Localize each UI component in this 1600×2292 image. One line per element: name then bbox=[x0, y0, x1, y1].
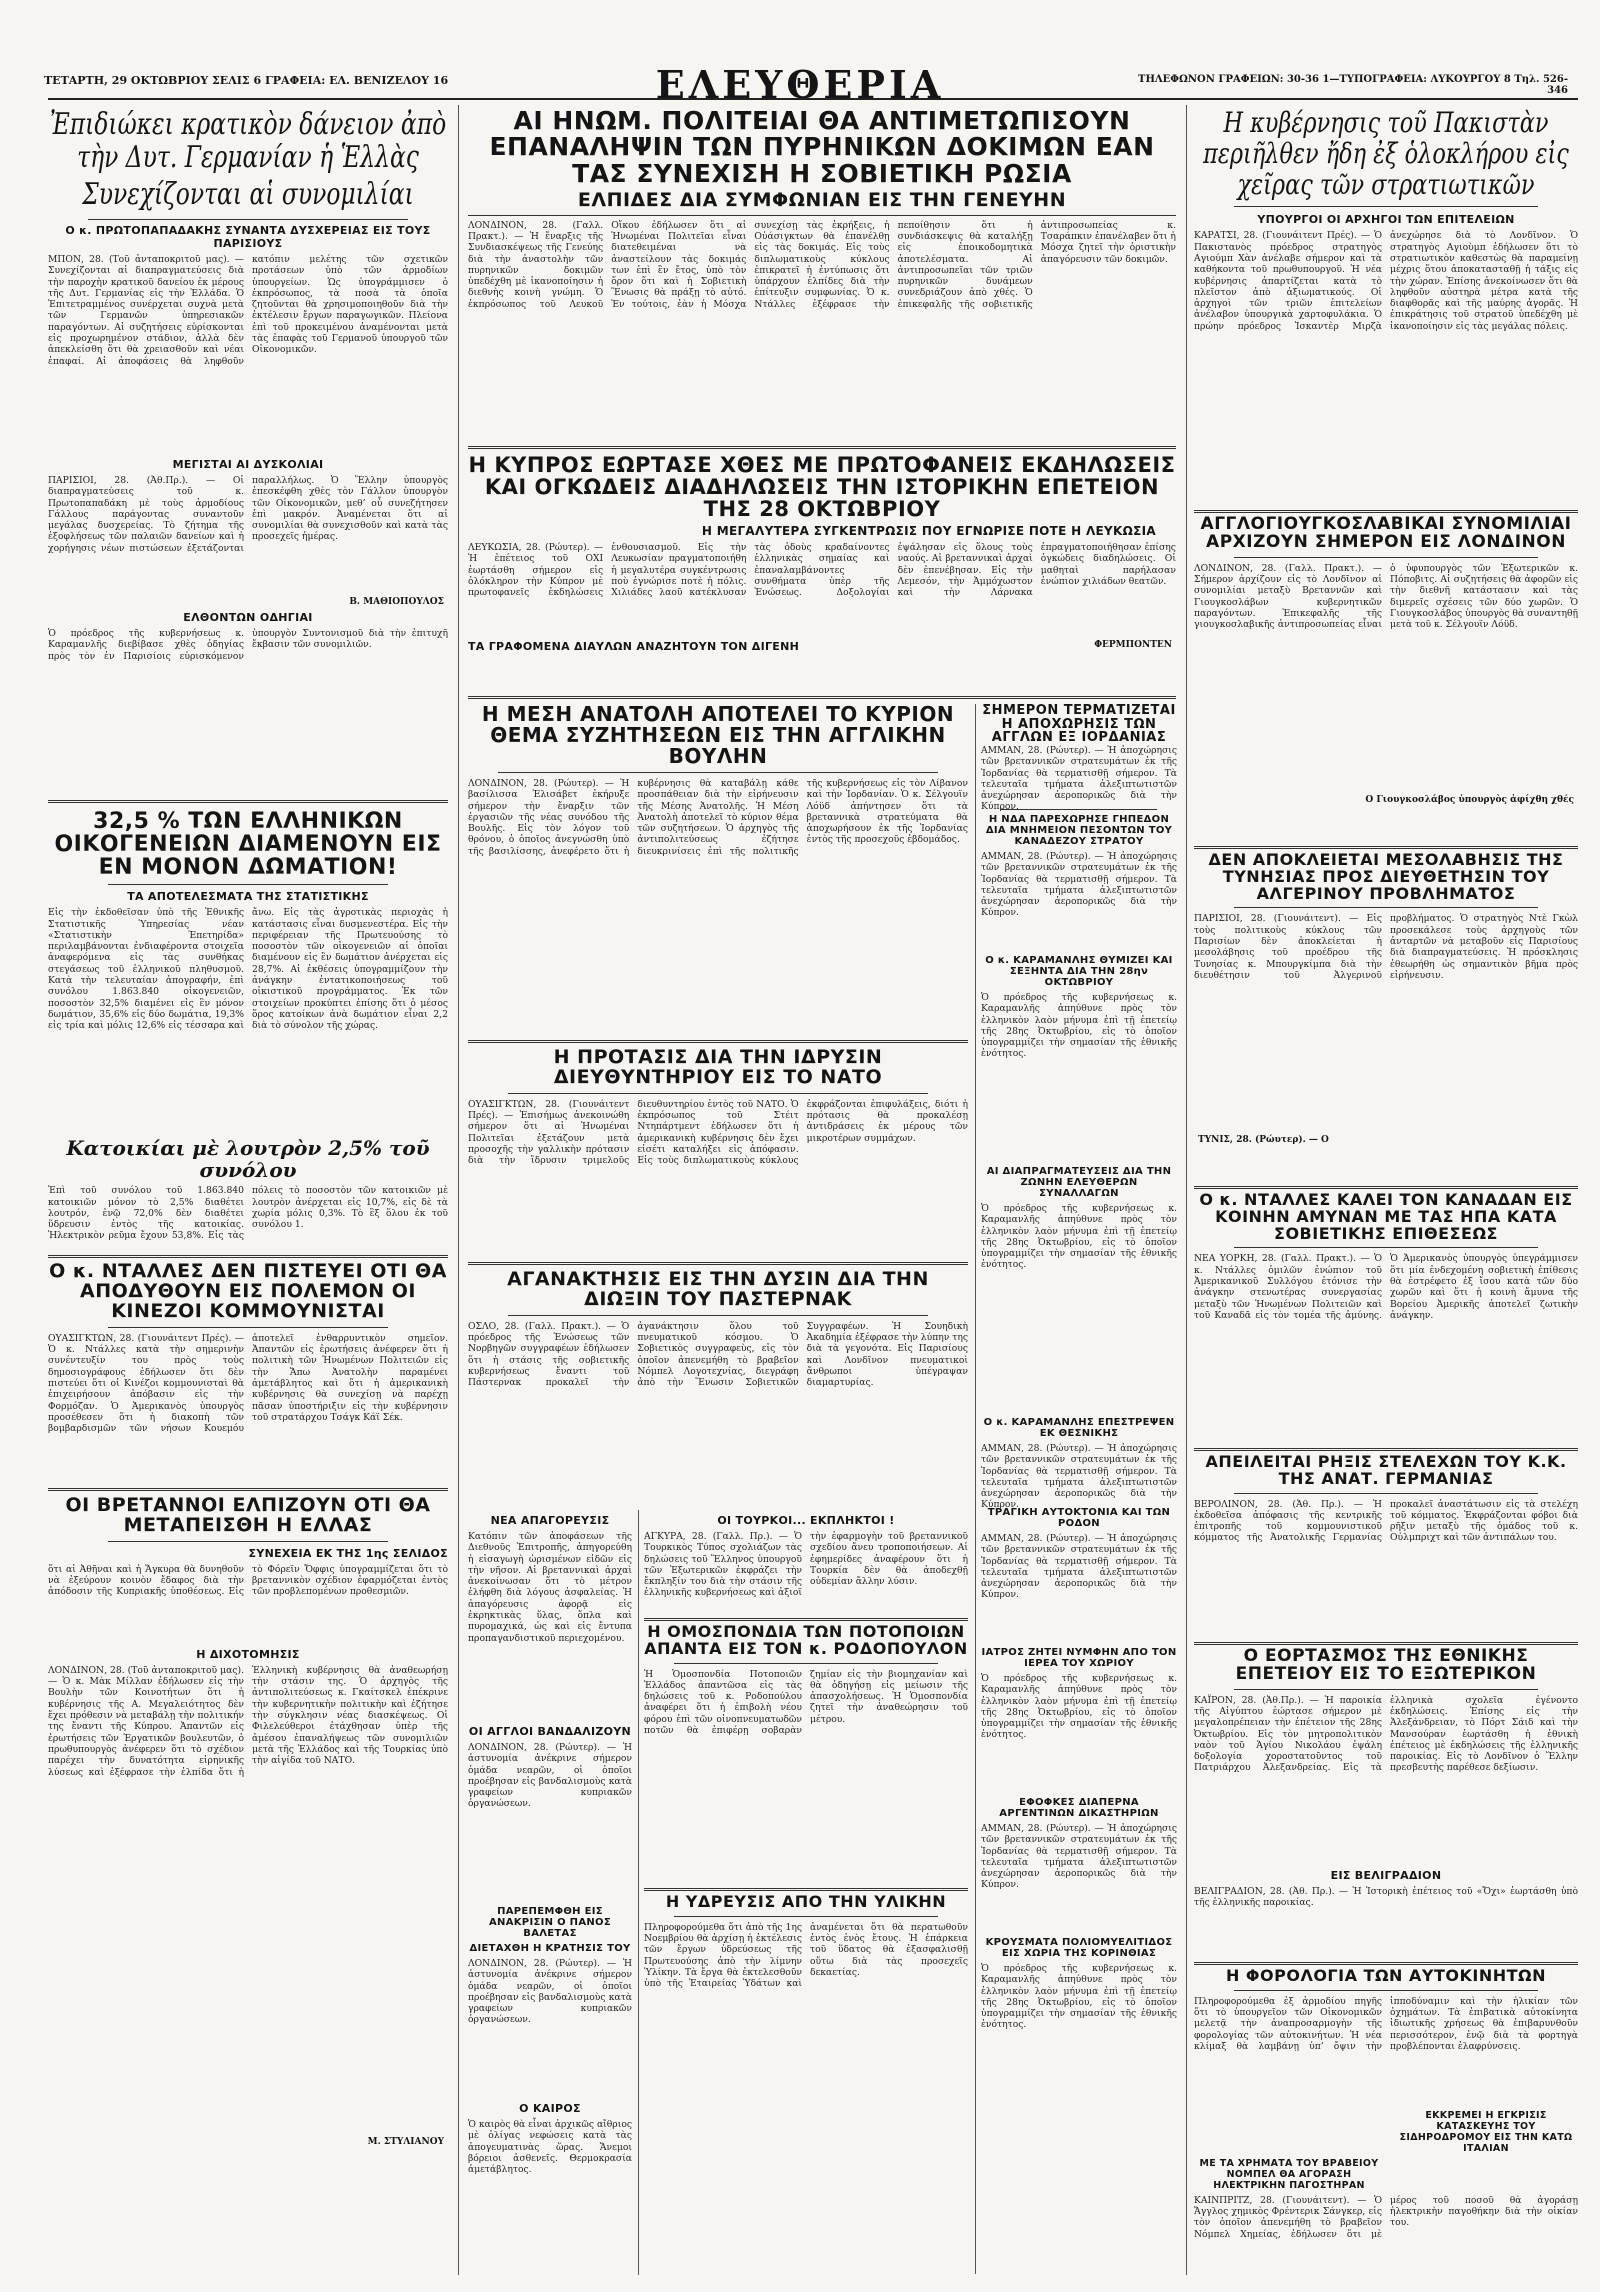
article-east-germany bbox=[1194, 1454, 1578, 1638]
article-body: ΑΜΜΑΝ, 28. (Ρώυτερ). — Ἡ ἀποχώρησις τῶν βρεταννικῶν στρατευμάτων ἐκ τῆς Ἰορδανίας θὰ τερματισθῇ σήμερον. Τὰ τελευταῖα τμήματα ἀλεξιπτωτιστῶν ἀνεχώρησαν ἀεροπορικῶς διὰ τὴν Κύπρον. bbox=[981, 1532, 1177, 1601]
article-subheading: Ο κ. ΚΑΡΑΜΑΝΛΗΣ ΕΠΕΣΤΡΕΨΕΝ ΕΚ ΘΕΣΝΙΚΗΣ bbox=[983, 1416, 1175, 1439]
section-divider bbox=[1194, 1962, 1578, 1965]
section-divider bbox=[468, 446, 1176, 449]
article-body: ΠΑΡΙΣΙΟΙ, 28. (Ἀθ.Πρ.). — Οἱ διαπραγματεύσεις τοῦ κ. Πρωτοπαπαδάκη μὲ τοὺς ἁρμοδίους Γάλλους παράγοντας συναντοῦν μεγάλας δυσχερείας. Τὸ ζήτημα τῆς ἐξοφλήσεως τῶν παλαιῶν δανείων καὶ ἡ χορήγησις νέων πιστώσεων ἐξετάζονται παραλλήλως. Ὁ Ἕλλην ὑπουργὸς ἐπεσκέφθη χθὲς τὸν Γάλλον ὑπουργὸν τῶν Οἰκονομικῶν, μεθ’ οὗ συνεζήτησεν ἐπὶ μακρόν. Ἀναμένεται ὅτι αἱ συνομιλίαι θὰ συνεχισθοῦν καὶ κατὰ τὰς προσεχεῖς ἡμέρας. bbox=[48, 475, 448, 554]
divider bbox=[1234, 1493, 1538, 1494]
article-subheading: Ο κ. ΠΡΩΤΟΠΑΠΑΔΑΚΗΣ ΣΥΝΑΝΤΑ ΔΥΣΧΕΡΕΙΑΣ ΕΙΣ ΤΟΥΣ ΠΑΡΙΣΙΟΥΣ bbox=[65, 224, 431, 250]
article-subheading: ΟΙ ΑΓΓΛΟΙ ΒΑΝΔΑΛΙΖΟΥΝ bbox=[468, 1725, 632, 1738]
article-subheading: ΤΑ ΓΡΑΦΟΜΕΝΑ ΔΙΑΥΛΩΝ ΑΝΑΖΗΤΟΥΝ ΤΟΝ ΔΙΓΕΝΗ bbox=[468, 640, 800, 654]
masthead-phones: ΤΗΛΕΦΩΝΟΝ ΓΡΑΦΕΙΩΝ: 30-36 1—ΤΥΠΟΓΡΑΦΕΙΑ: ΛΥΚΟΥΡΓΟΥ 8 Τηλ. 526-346 bbox=[1138, 74, 1568, 96]
article-body: ΟΣΛΟ, 28. (Γαλλ. Πρακτ.). — Ὁ πρόεδρος τῆς Ἑνώσεως τῶν Νορβηγῶν συγγραφέων ἐδήλωσεν ὅτι ἡ στάσις τῆς σοβιετικῆς κυβερνήσεως ἔναντι τοῦ Πάστερνακ προκαλεῖ τὴν ἀγανάκτησιν ὅλου τοῦ πνευματικοῦ κόσμου. Ὁ Σοβιετικὸς συγγραφεὺς, εἰς τὸν ὁποῖον ἀπενεμήθη τὸ βραβεῖον Νόμπελ Λογοτεχνίας, διεγράφη ἀπὸ τὴν Ἕνωσιν Σοβιετικῶν Συγγραφέων. Ἡ Σουηδικὴ Ἀκαδημία ἐξέφρασε τὴν λύπην της διὰ τὰ γεγονότα. Εἰς Παρισίους καὶ Λονδῖνον πνευματικοὶ ἄνθρωποι ὑπέγραψαν διαμαρτυρίας. bbox=[468, 1320, 968, 1389]
article-pakistan bbox=[1194, 108, 1578, 508]
divider bbox=[1234, 907, 1538, 908]
article-british-hope bbox=[48, 1496, 448, 2276]
article-headline: Η ΜΕΣΗ ΑΝΑΤΟΛΗ ΑΠΟΤΕΛΕΙ ΤΟ ΚΥΡΙΟΝ ΘΕΜΑ ΣΥΖΗΤΗΣΕΩΝ ΕΙΣ ΤΗΝ ΑΓΓΛΙΚΗΝ ΒΟΥΛΗΝ bbox=[481, 704, 955, 768]
article-body: ΑΜΜΑΝ, 28. (Ρώυτερ). — Ἡ ἀποχώρησις τῶν βρεταννικῶν στρατευμάτων ἐκ τῆς Ἰορδανίας θὰ τερματισθῇ σήμερον. Τὰ τελευταῖα τμήματα ἀλεξιπτωτιστῶν ἀνεχώρησαν ἀεροπορικῶς διὰ τὴν Κύπρον. bbox=[981, 1822, 1177, 1891]
article-headline: Η ΚΥΠΡΟΣ ΕΩΡΤΑΣΕ ΧΘΕΣ ΜΕ ΠΡΩΤΟΦΑΝΕΙΣ ΕΚΔΗΛΩΣΕΙΣ ΚΑΙ ΟΓΚΩΔΕΙΣ ΔΙΑΔΗΛΩΣΕΙΣ ΤΗΝ ΙΣΤΟΡΙΚΗΝ ΕΠΕΤΕΙΟΝ ΤΗΣ 28 ΟΚΤΩΒΡΙΟΥ bbox=[468, 454, 1176, 522]
article-subheading: ΙΑΤΡΟΣ ΖΗΤΕΙ ΝΥΜΦΗΝ ΑΠΟ ΤΟΝ ΙΕΡΕΑ ΤΟΥ ΧΩΡΙΟΥ bbox=[981, 1646, 1177, 1669]
article-body: Ὁ πρόεδρος τῆς κυβερνήσεως κ. Καραμανλῆς ἀπηύθυνε πρὸς τὸν ἑλληνικὸν λαὸν μήνυμα ἐπὶ τῇ ἐπετείῳ τῆς 28ης Ὀκτωβρίου, εἰς τὸ ὁποῖον ὑπογραμμίζει τὴν σημασίαν τῆς ἐθνικῆς ἑνότητος. bbox=[981, 1672, 1177, 1741]
article-headline: Η ΦΟΡΟΛΟΓΙΑ ΤΩΝ ΑΥΤΟΚΙΝΗΤΩΝ bbox=[1225, 1968, 1547, 1985]
article-subheading: ΚΡΟΥΣΜΑΤΑ ΠΟΛΙΟΜΥΕΛΙΤΙΔΟΣ ΕΙΣ ΧΩΡΙΑ ΤΗΣ ΚΟΡΙΝΘΙΑΣ bbox=[985, 1936, 1173, 1959]
article-body: ΒΕΛΙΓΡΑΔΙΟΝ, 28. (Ἀθ. Πρ.). — Ἡ Ἱστορικὴ ἐπέτειος τοῦ «Ὄχι» ἑωρτάσθη ὑπὸ τῆς ἑλληνικῆς παροικίας. bbox=[1194, 1885, 1578, 1908]
section-divider bbox=[48, 1255, 448, 1258]
article-cyprus-celebration bbox=[468, 454, 1176, 692]
newspaper-page bbox=[18, 10, 1582, 2282]
article-body: ΟΥΑΣΙΓΚΤΩΝ, 28. (Γιουνάιτεντ Πρές). — Ὁ κ. Ντάλλες κατὰ τὴν σημερινὴν συνέντευξίν του πρὸς τοὺς δημοσιογράφους ἐδήλωσεν ὅτι δὲν πιστεύει ὅτι οἱ Κινέζοι κομμουνισταὶ θὰ ἐπιχειρήσουν ἀπόβασιν εἰς τὴν Φορμόζαν. Ὁ Ἀμερικανὸς ὑπουργὸς προσέθεσεν ὅτι ἡ διακοπὴ τῶν βομβαρδισμῶν τῶν νήσων Κουεμόυ ἀποτελεῖ ἐνθαρρυντικὸν σημεῖον. Ἀπαντῶν εἰς ἐρωτήσεις ἀνέφερεν ὅτι ἡ πολιτικὴ τῶν Ἡνωμένων Πολιτειῶν εἰς τὴν Ἄπω Ἀνατολὴν παραμένει ἀμετάβλητος καὶ ὅτι ἡ ἀμερικανικὴ κυβέρνησις θὰ συνεχίσῃ νὰ παρέχῃ πᾶσαν ὑποστήριξιν εἰς τὴν κυβέρνησιν τοῦ στρατάρχου Τσάγκ Κάϊ Σέκ. bbox=[48, 1332, 448, 1435]
article-headline: Ο ΕΟΡΤΑΣΜΟΣ ΤΗΣ ΕΘΝΙΚΗΣ ΕΠΕΤΕΙΟΥ ΕΙΣ ΤΟ ΕΞΩΤΕΡΙΚΟΝ bbox=[1235, 1648, 1537, 1684]
article-body: ΚΑΙΝΠΡΙΤΖ, 28. (Γιουνάιτεντ). — Ὁ Ἄγγλος χημικὸς Φρέντερικ Σάνγκερ, εἰς τὸν ὁποῖον ἀπενεμήθη τὸ βραβεῖον Νόμπελ Χημείας, ἐδήλωσεν ὅτι μὲ μέρος τοῦ ποσοῦ θὰ ἀγοράσῃ ἠλεκτρικὴν παγοθήκην διὰ τὴν οἰκίαν του. bbox=[1194, 2194, 1578, 2240]
article-nuclear-tests bbox=[468, 108, 1176, 446]
article-byline: ΤΥΝΙΣ, 28. (Ρώυτερ). — Ο bbox=[1198, 1135, 1329, 1146]
masthead-rule bbox=[48, 98, 1578, 100]
article-tunisia-algeria bbox=[1194, 852, 1578, 1182]
section-divider bbox=[1194, 1186, 1578, 1189]
article-headline: Ο κ. ΝΤΑΛΛΕΣ ΚΑΛΕΙ ΤΟΝ ΚΑΝΑΔΑΝ ΕΙΣ ΚΟΙΝΗΝ ΑΜΥΝΑΝ ΜΕ ΤΑΣ ΗΠΑ ΚΑΤΑ ΣΟΒΙΕΤΙΚΗΣ ΕΠΙΘΕΣΕΩΣ bbox=[1199, 1192, 1573, 1243]
article-body: ΚΑΪΡΟΝ, 28. (Ἀθ.Πρ.). — Ἡ παροικία τῆς Αἰγύπτου ἑώρτασε σήμερον μὲ μεγαλοπρέπειαν τὴν ἐπέτειον τῆς 28ης Ὀκτωβρίου. Εἰς τὸν μητροπολιτικὸν ναὸν τοῦ Ἁγίου Νικολάου ἐψάλη δοξολογία χοροστατοῦντος τοῦ Πατριάρχου Ἀλεξανδρείας. Εἰς τὰ ἑλληνικὰ σχολεῖα ἐγένοντο ἐκδηλώσεις. Ἐπίσης εἰς τὴν Ἀλεξάνδρειαν, τὸ Πόρτ Σάιδ καὶ τὴν Μανσούραν ἑωρτάσθη ἡ ἐθνικὴ ἐπέτειος μὲ ἐκδηλώσεις τῆς ἑλληνικῆς παροικίας. Εἰς τὸ Λονδῖνον ὁ Ἕλλην πρεσβευτὴς παρέθεσε δεξίωσιν. bbox=[1194, 1694, 1578, 1774]
article-body: ΑΜΜΑΝ, 28. (Ρώυτερ). — Ἡ ἀποχώρησις τῶν βρεταννικῶν στρατευμάτων ἐκ τῆς Ἰορδανίας θὰ τερματισθῇ σήμερον. Τὰ τελευταῖα τμήματα ἀλεξιπτωτιστῶν ἀνεχώρησαν ἀεροπορικῶς διὰ τὴν Κύπρον. bbox=[981, 1442, 1177, 1511]
article-byline: ΦΕΡΜΠΟΝΤΕΝ bbox=[1094, 640, 1172, 651]
section-divider bbox=[1194, 510, 1578, 513]
article-subheading: Η ΜΕΓΑΛΥΤΕΡΑ ΣΥΓΚΕΝΤΡΩΣΙΣ ΠΟΥ ΕΓΝΩΡΙΣΕ ΠΟΤΕ Η ΛΕΥΚΩΣΙΑ bbox=[701, 524, 1156, 539]
article-body: Ὁ καιρὸς θὰ εἶναι ἀρχικῶς αἴθριος μὲ ὀλίγας νεφώσεις κατὰ τὰς ἀπογευματινὰς ὥρας. Ἄνεμοι βόρειοι ἀσθενεῖς. Θερμοκρασία ἀμετάβλητος. bbox=[468, 2119, 632, 2176]
article-subheading: ΕΛΘΟΝΤΩΝ ΟΔΗΓΙΑΙ bbox=[183, 611, 313, 624]
article-headline: Ο κ. ΝΤΑΛΛΕΣ ΔΕΝ ΠΙΣΤΕΥΕΙ ΟΤΙ ΘΑ ΑΠΟΔΥΘΟΥΝ ΕΙΣ ΠΟΛΕΜΟΝ ΟΙ ΚΙΝΕΖΟΙ ΚΟΜΜΟΥΝΙΣΤΑΙ bbox=[49, 1262, 447, 1322]
article-middle-east-parliament bbox=[468, 704, 968, 1034]
divider bbox=[674, 1916, 938, 1917]
article-body: Ὁ πρόεδρος τῆς κυβερνήσεως κ. Καραμανλῆς διεβίβασε χθὲς ὁδηγίας πρὸς τὸν ἐν Παρισίοις εὑρισκόμενον ὑπουργὸν Συντονισμοῦ διὰ τὴν ἐπιτυχῆ ἔκβασιν τῶν συνομιλιῶν. bbox=[48, 628, 448, 662]
article-headline-secondary: Συνεχίζονται αἱ συνομιλίαι bbox=[82, 177, 414, 212]
article-headline: ΑΓΑΝΑΚΤΗΣΙΣ ΕΙΣ ΤΗΝ ΔΥΣΙΝ ΔΙΑ ΤΗΝ ΔΙΩΞΙΝ ΤΟΥ ΠΑΣΤΕΡΝΑΚ bbox=[507, 1270, 929, 1310]
article-body: Ὁ πρόεδρος τῆς κυβερνήσεως κ. Καραμανλῆς ἀπηύθυνε πρὸς τὸν ἑλληνικὸν λαὸν μήνυμα ἐπὶ τῇ ἐπετείῳ τῆς 28ης Ὀκτωβρίου, εἰς τὸ ὁποῖον ὑπογραμμίζει τὴν σημασίαν τῆς ἐθνικῆς ἑνότητος. bbox=[981, 1962, 1177, 2031]
article-anglo-yugoslav bbox=[1194, 516, 1578, 844]
divider bbox=[108, 1541, 388, 1542]
divider bbox=[508, 1315, 928, 1316]
article-subheading: ΠΑΡΕΠΕΜΦΘΗ ΕΙΣ ΑΝΑΚΡΙΣΙΝ Ο ΠΑΝΟΣ ΒΑΛΕΤΑΣ bbox=[489, 1906, 611, 1939]
column-divider bbox=[638, 1510, 639, 2275]
article-body: ΑΜΜΑΝ, 28. (Ρώυτερ). — Ἡ ἀποχώρησις τῶν βρεταννικῶν στρατευμάτων ἐκ τῆς Ἰορδανίας θὰ τερματισθῇ σήμερον. Τὰ τελευταῖα τμήματα ἀλεξιπτωτιστῶν ἀνεχώρησαν ἀεροπορικῶς διὰ τὴν Κύπρον. bbox=[981, 850, 1177, 919]
article-headline: Η ΥΔΡΕΥΣΙΣ ΑΠΟ ΤΗΝ ΥΛΙΚΗΝ bbox=[665, 1894, 947, 1911]
article-body: ΑΓΚΥΡΑ, 28. (Γαλλ. Πρ.). — Ὁ Τουρκικὸς Τύπος σχολιάζων τὰς δηλώσεις τοῦ Ἕλληνος ὑπουργοῦ τῶν Ἐξωτερικῶν ἐκφράζει τὴν ἔκπληξίν του διὰ τὴν στάσιν τῆς ἑλληνικῆς κυβερνήσεως καὶ ἀξιοῖ τὴν ἐφαρμογὴν τοῦ βρεταννικοῦ σχεδίου ἄνευ τροποποιήσεων. Αἱ ἐφημερίδες ἀναφέρουν ὅτι ἡ Τουρκία δὲν θὰ ἀποδεχθῇ οὐδεμίαν ἄλλην λύσιν. bbox=[644, 1531, 968, 1599]
article-subheading: Η ΝΔΑ ΠΑΡΕΧΩΡΗΣΕ ΓΗΠΕΔΟΝ ΔΙΑ ΜΝΗΜΕΙΟΝ ΠΕΣΟΝΤΩΝ ΤΟΥ ΚΑΝΑΔΕΖΟΥ ΣΤΡΑΤΟΥ bbox=[985, 813, 1173, 847]
article-headline: ΣΗΜΕΡΟΝ ΤΕΡΜΑΤΙΖΕΤΑΙ Η ΑΠΟΧΩΡΗΣΙΣ ΤΩΝ ΑΓΓΛΩΝ ΕΞ ΙΟΡΔΑΝΙΑΣ bbox=[982, 704, 1176, 746]
article-body: Ὁ πρόεδρος τῆς κυβερνήσεως κ. Καραμανλῆς ἀπηύθυνε πρὸς τὸν ἑλληνικὸν λαὸν μήνυμα ἐπὶ τῇ ἐπετείῳ τῆς 28ης Ὀκτωβρίου, εἰς τὸ ὁποῖον ὑπογραμμίζει τὴν σημασίαν τῆς ἐθνικῆς ἑνότητος. bbox=[981, 1202, 1177, 1271]
article-body: ΛΟΝΔΙΝΟΝ, 28. (Γαλλ. Πρακτ.). — Ἡ ἔναρξις τῆς Συνδιασκέψεως τῆς Γενεύης διὰ τὴν ἀναστολὴν τῶν πυρηνικῶν δοκιμῶν ὑπεδέχθη μὲ ἱκανοποίησιν ἡ διεθνὴς κοινὴ γνώμη. Ὁ ἐκπρόσωπος τοῦ Λευκοῦ Οἴκου ἐδήλωσεν ὅτι αἱ Ἡνωμέναι Πολιτεῖαι εἶναι διατεθειμέναι νὰ ἀναστείλουν τὰς δοκιμάς των ἐπὶ ἓν ἔτος, ὑπὸ τὸν ὅρον ὅτι καὶ ἡ Σοβιετικὴ Ἕνωσις θὰ πράξῃ τὸ αὐτό. Ἐν τούτοις, ἐὰν ἡ Μόσχα συνεχίσῃ τὰς ἐκρήξεις, ἡ Οὐάσιγκτων θὰ ἐπανέλθῃ εἰς τὰς δοκιμάς. Εἰς τοὺς διπλωματικοὺς κύκλους ἐπικρατεῖ ἡ ἐντύπωσις ὅτι ὑπάρχουν ἐλπίδες διὰ τὴν ἐπίτευξιν συμφωνίας. Ὁ κ. Ντάλλες ἐξέφρασε τὴν πεποίθησιν ὅτι ἡ συνδιάσκεψις θὰ καταλήξῃ εἰς ἐποικοδομητικὰ ἀποτελέσματα. Αἱ ἀντιπροσωπεῖαι τῶν τριῶν πυρηνικῶν δυνάμεων συνεδριάζουν ἀπὸ χθές. Ὁ ἐπικεφαλῆς τῆς σοβιετικῆς ἀντιπροσωπείας κ. Τσαράπκιν ἐπανέλαβεν ὅτι ἡ Μόσχα ζητεῖ τὴν ὁριστικὴν ἀπαγόρευσιν τῶν δοκιμῶν. bbox=[468, 219, 1176, 310]
article-housing-statistics bbox=[48, 806, 448, 1252]
article-body: Κατόπιν τῶν ἀποφάσεων τῆς Διεθνοῦς Ἐπιτροπῆς, ἀπηγορεύθη ἡ εἰσαγωγὴ ὡρισμένων εἰδῶν εἰς τὴν νῆσον. Αἱ βρεταννικαὶ ἀρχαὶ ἀνεκοίνωσαν ὅτι τὸ μέτρον ἐλήφθη διὰ λόγους ἀσφαλείας. Ἡ ἀπαγόρευσις ἀφορᾷ εἰς ἐκρηκτικὰς ὕλας, ὅπλα καὶ πυρομαχικά, ὡς καὶ εἰς ἔντυπα προπαγανδιστικοῦ περιεχομένου. bbox=[468, 1531, 632, 1644]
article-body: ΑΜΜΑΝ, 28. (Ρώυτερ). — Ἡ ἀποχώρησις τῶν βρεταννικῶν στρατευμάτων ἐκ τῆς Ἰορδανίας θὰ τερματισθῇ σήμερον. Τὰ τελευταῖα τμήματα ἀλεξιπτωτιστῶν ἀνεχώρησαν ἀεροπορικῶς διὰ τὴν Κύπρον. bbox=[981, 744, 1177, 813]
section-divider bbox=[468, 1040, 968, 1043]
article-headline-secondary: Κατοικίαι μὲ λουτρὸν 2,5% τοῦ συνόλου bbox=[66, 1136, 430, 1183]
article-headline: ΟΙ ΒΡΕΤΑΝΝΟΙ ΕΛΠΙΖΟΥΝ ΟΤΙ ΘΑ ΜΕΤΑΠΕΙΣΘΗ Η ΕΛΛΑΣ bbox=[65, 1496, 431, 1536]
column-divider bbox=[1186, 105, 1187, 2275]
divider bbox=[1234, 1689, 1538, 1690]
column-divider bbox=[458, 105, 459, 2275]
article-dulles-canada bbox=[1194, 1192, 1578, 1444]
article-body: ΛΟΝΔΙΝΟΝ, 28. (Ρώυτερ). — Ἡ ἀστυνομία ἀνέκρινε σήμερον ὁμάδα νεαρῶν, οἱ ὁποῖοι προέβησαν εἰς βανδαλισμοὺς κατὰ γραφείων κυπριακῶν ὀργανώσεων. bbox=[468, 1742, 632, 1810]
divider bbox=[674, 1663, 938, 1664]
article-subheading: ΥΠΟΥΡΓΟΙ ΟΙ ΑΡΧΗΓΟΙ ΤΩΝ ΕΠΙΤΕΛΕΙΩΝ bbox=[1257, 213, 1515, 227]
article-body: ΛΟΝΔΙΝΟΝ, 28. (Γαλλ. Πρακτ.). — Σήμερον ἀρχίζουν εἰς τὸ Λονδῖνον αἱ συνομιλίαι μεταξὺ Βρεταννῶν καὶ Γιουγκοσλάβων κυβερνητικῶν παραγόντων. Ἐπικεφαλῆς τῆς γιουγκοσλαβικῆς ἀντιπροσωπείας εἶναι ὁ ὑφυπουργὸς τῶν Ἐξωτερικῶν κ. Πόποβιτς. Αἱ συζητήσεις θὰ ἀφορῶν εἰς τὴν διεθνῆ κατάστασιν καὶ τὰς διμερεῖς σχέσεις τῶν δύο χωρῶν. Ὁ Γιουγκοσλάβος ὑπουργὸς θὰ συναντηθῇ μετὰ τοῦ κ. Σέλγουϊν Λόϋδ. bbox=[1194, 562, 1578, 631]
article-headline: Ἐπιδιώκει κρατικὸν δάνειον ἀπὸ τὴν Δυτ. Γερμανίαν ἡ Ἑλλὰς bbox=[49, 108, 447, 175]
article-subheading: ΔΙΕΤΑΧΘΗ Η ΚΡΑΤΗΣΙΣ ΤΟΥ bbox=[469, 1943, 631, 1954]
article-body: ΠΑΡΙΣΙΟΙ, 28. (Γιουνάιτεντ). — Εἰς τοὺς πολιτικοὺς κύκλους τῶν Παρισίων δὲν ἀποκλείεται ἡ μεσολάβησις τοῦ προέδρου τῆς Τυνησίας κ. Μπουργκίμπα διὰ τὴν διευθέτησιν τοῦ Ἀλγερινοῦ προβλήματος. Ὁ στρατηγὸς Ντὲ Γκὼλ προσεκάλεσε τοὺς ἀρχηγοὺς τῶν ἀνταρτῶν νὰ μεταβοῦν εἰς Παρισίους διὰ διαπραγματεύσεις. Ἡ πρόσκλησις ἐθεωρήθη ὡς σημαντικὸν βῆμα πρὸς εἰρήνευσιν. bbox=[1194, 913, 1578, 981]
article-body: ΚΑΡΑΤΣΙ, 28. (Γιουνάιτεντ Πρές). — Ὁ Πακιστανὸς πρόεδρος στρατηγὸς Αγιούμπ Χὰν ἀνέλαβε σήμερον καὶ τὰ καθήκοντα τοῦ πρωθυπουργοῦ. Ἡ νέα κυβέρνησις ἀπαρτίζεται κατὰ τὸ πλεῖστον ἀπὸ ἀξιωματικούς. Οἱ ἀρχηγοὶ τῶν τριῶν ἐπιτελείων ἀνέλαβον ὑπουργικὰ χαρτοφυλάκια. Ὁ πρώην πρόεδρος Ἰσκαντὲρ Μιρζὰ ἀνεχώρησε διὰ τὸ Λονδῖνον. Ὁ στρατηγὸς Αγιοὺμπ ἐδήλωσεν ὅτι τὸ στρατιωτικὸν καθεστὼς θὰ παραμείνῃ μέχρις ὅτου ἀποκατασταθῇ ἡ τάξις εἰς τὴν χώραν. Ἐπίσης ἀνεκοίνωσεν ὅτι θὰ ληφθοῦν αὐστηρὰ μέτρα κατὰ τῆς διαφθορᾶς καὶ τῆς μαύρης ἀγορᾶς. Ἡ ἐπικράτησις τοῦ στρατοῦ ὑπεδέχθη μὲ ἱκανοποίησιν εἰς τὰς μεγάλας πόλεις. bbox=[1194, 230, 1578, 332]
article-loan-germany bbox=[48, 108, 448, 800]
section-divider bbox=[1194, 1642, 1578, 1645]
divider bbox=[108, 1327, 388, 1328]
article-turks-surprised bbox=[644, 1510, 968, 1615]
section-divider bbox=[644, 1888, 968, 1891]
divider bbox=[1234, 1990, 1538, 1991]
article-body: ΛΕΥΚΩΣΙΑ, 28. (Ρώυτερ). — Ἡ ἐπέτειος τοῦ ΟΧΙ ἑωρτάσθη σήμερον εἰς ὁλόκληρον τὴν Κύπρον μὲ πρωτοφανεῖς ἐκδηλώσεις ἐνθουσιασμοῦ. Εἰς τὴν Λευκωσίαν πραγματοποιήθη ἡ μεγαλυτέρα συγκέντρωσις ποὺ ἐγνώρισε ποτὲ ἡ πόλις. Χιλιάδες λαοῦ κατέκλυσαν τὰς ὁδοὺς κραδαίνοντες ἑλληνικὰς σημαίας καὶ ἐπαναλαμβάνοντες συνθήματα ὑπὲρ τῆς Ἑνώσεως. Δοξολογίαι ἐψάλησαν εἰς ὅλους τοὺς ναούς. Αἱ βρεταννικαὶ ἀρχαὶ δὲν ἐπενέβησαν. Εἰς τὴν Λεμεσόν, τὴν Ἀμμόχωστον καὶ τὴν Λάρνακα ἐπραγματοποιήθησαν ἐπίσης ὀγκώδεις διαδηλώσεις. Οἱ μαθηταὶ παρήλασαν ἐνώπιον χιλιάδων θεατῶν. bbox=[468, 542, 1176, 599]
article-car-taxation bbox=[1194, 1968, 1578, 2274]
section-divider bbox=[48, 1488, 448, 1491]
article-subheading: ΑΙ ΔΙΑΠΡΑΓΜΑΤΕΥΣΕΙΣ ΔΙΑ ΤΗΝ ΖΩΝΗΝ ΕΛΕΥΘΕΡΩΝ ΣΥΝΑΛΛΑΓΩΝ bbox=[986, 1165, 1172, 1199]
article-subheading: ΤΑ ΑΠΟΤΕΛΕΣΜΑΤΑ ΤΗΣ ΣΤΑΤΙΣΤΙΚΗΣ bbox=[127, 890, 369, 904]
article-body: ΝΕΑ ΥΟΡΚΗ, 28. (Γαλλ. Πρακτ.). — Ὁ κ. Ντάλλες ὁμιλῶν ἐνώπιον τοῦ Ἀμερικανικοῦ Συλλόγου ἐτόνισε τὴν ἀνάγκην στενωτέρας συνεργασίας μεταξὺ τῶν Ἡνωμένων Πολιτειῶν καὶ τοῦ Καναδᾶ εἰς τὸν τομέα τῆς ἀμύνης. Ὁ Ἀμερικανὸς ὑπουργὸς ὑπεγράμμισεν ὅτι μία ἐνδεχομένη σοβιετικὴ ἐπίθεσις θὰ ἐστρέφετο ἐξ ἴσου κατὰ τῶν δύο χωρῶν καὶ ὅτι ἡ κοινὴ ἄμυνα τῆς Βορείου Ἀμερικῆς ἀποτελεῖ ζωτικὴν ἀνάγκην. bbox=[1194, 1253, 1578, 1321]
article-body: Πληροφορούμεθα ἐξ ἁρμοδίου πηγῆς ὅτι τὸ ὑπουργεῖον τῶν Οἰκονομικῶν μελετᾷ τὴν ἀναπροσαρμογὴν τῆς φορολογίας τῶν αὐτοκινήτων. Ἡ νέα κλίμαξ θὰ λαμβάνῃ ὑπ’ ὄψιν τὴν ἱπποδύναμιν καὶ τὴν ἡλικίαν τῶν ὀχημάτων. Τὰ ἐπιβατικὰ αὐτοκίνητα ἰδιωτικῆς χρήσεως θὰ ἐπιβαρυνθοῦν περισσότερον, ἐνῷ διὰ τὰ φορτηγὰ προβλέπονται ἐλαφρύνσεις. bbox=[1194, 1995, 1578, 2052]
section-divider bbox=[48, 800, 448, 803]
article-subheading: ΕΦΟΦΚΕΣ ΔΙΑΠΕΡΝΑ ΑΡΓΕΝΤΙΝΩΝ ΔΙΚΑΣΤΗΡΙΩΝ bbox=[999, 1796, 1159, 1819]
article-pasternak bbox=[468, 1270, 968, 1510]
divider bbox=[468, 215, 1176, 216]
article-body: ὅτι αἱ Ἀθῆναι καὶ ἡ Ἄγκυρα θὰ δυνηθοῦν νὰ ἐξεύρουν κοινὸν ἔδαφος διὰ τὴν ἀπόδοσιν τῆς Κυπριακῆς ὑποθέσεως. Εἰς τὸ Φόρεϊν Ὄφφις ὑπογραμμίζεται ὅτι τὸ βρεταννικὸν σχέδιον ἐφαρμόζεται ἐντὸς τῶν προβλεπομένων προθεσμιῶν. bbox=[48, 1563, 448, 1598]
article-body: ΛΟΝΔΙΝΟΝ, 28. (Τοῦ ἀνταποκριτοῦ μας). — Ὁ κ. Μὰκ Μίλλαν ἐδήλωσεν εἰς τὴν Βουλὴν τῶν Κοινοτήτων ὅτι ἡ κυβέρνησις τῆς Α. Μεγαλειότητος δὲν ἔχει πρόθεσιν νὰ μεταβάλῃ τὴν πολιτικήν της ἔναντι τῆς Κύπρου. Ἀπαντῶν εἰς ἐρωτήσεις τῶν Ἐργατικῶν βουλευτῶν, ὁ πρωθυπουργὸς ἀνέφερεν ὅτι τὸ σχέδιον παρέχει τὴν δυνατότητα εἰρηνικῆς λύσεως καὶ ἐξέφρασε τὴν ἐλπίδα ὅτι ἡ Ἑλληνικὴ κυβέρνησις θὰ ἀναθεωρήσῃ τὴν στάσιν της. Ὁ ἀρχηγὸς τῆς ἀντιπολιτεύσεως κ. Γκαίτσκελ ἐπέκρινε τὴν κυβερνητικὴν πολιτικὴν καὶ ἐζήτησε τὴν σύγκλησιν νέας διασκέψεως. Οἱ Φιλελεύθεροι ἐτάχθησαν ὑπὲρ τῆς ἀμέσου ἐπαναλήψεως τῶν συνομιλιῶν μετὰ τῆς Ἑλλάδος καὶ τῆς Τουρκίας ὑπὸ τὴν αἰγίδα τοῦ ΝΑΤΟ. bbox=[48, 1664, 448, 1778]
article-body: Ἡ Ὁμοσπονδία Ποτοποιῶν Ἑλλάδος ἀπαντῶσα εἰς τὰς δηλώσεις τοῦ κ. Ροδοπούλου ἀναφέρει ὅτι ἡ ἐπιβολὴ νέου φόρου ἐπὶ τῶν οἰνοπνευματωδῶν ποτῶν θὰ ἐπιφέρῃ σοβαρὰν ζημίαν εἰς τὴν βιομηχανίαν καὶ θὰ ὁδηγήσῃ εἰς μείωσιν τῆς ἀπασχολήσεως. Ἡ Ὁμοσπονδία ζητεῖ τὴν ἀναθεώρησιν τοῦ μέτρου. bbox=[644, 1668, 968, 1737]
article-byline: Μ. ΣΤΥΛΙΑΝΟΥ bbox=[367, 2136, 444, 2147]
article-subheading: ΣΥΝΕΧΕΙΑ ΕΚ ΤΗΣ 1ης ΣΕΛΙΔΟΣ bbox=[248, 1546, 448, 1560]
article-body: ΛΟΝΔΙΝΟΝ, 28. (Ρώυτερ). — Ἡ βασίλισσα Ἐλισάβετ ἐκήρυξε σήμερον τὴν ἔναρξιν τῶν ἐργασιῶν τῆς νέας συνόδου τῆς Βουλῆς. Εἰς τὸν λόγον τοῦ θρόνου, ὁ ὁποῖος ἀνεγνώσθη ὑπὸ τῆς βασιλίσσης, ἀνεφέρετο ὅτι ἡ κυβέρνησις θὰ καταβάλῃ κάθε προσπάθειαν διὰ τὴν εἰρήνευσιν τῆς Μέσης Ἀνατολῆς. Ἡ Μέση Ἀνατολὴ ἀποτελεῖ τὸ κύριον θέμα τῶν συζητήσεων. Ὁ ἀρχηγὸς τῆς ἀντιπολιτεύσεως ἐζήτησε διευκρινίσεις ἐπὶ τῆς πολιτικῆς τῆς κυβερνήσεως εἰς τὸν Λίβανον καὶ τὴν Ἰορδανίαν. Ὁ κ. Σέλγουϊν Λόϋδ ἀπήντησεν ὅτι τὰ βρεταννικὰ στρατεύματα θὰ ἀποχωρήσουν ἐκ τῆς Ἰορδανίας ἐντὸς τῆς προσεχοῦς ἑβδομάδος. bbox=[468, 778, 968, 857]
article-water-supply bbox=[644, 1894, 968, 2274]
article-subheading: Ο κ. ΚΑΡΑΜΑΝΛΗΣ ΘΥΜΙΖΕΙ ΚΑΙ ΣΕΞΗΝΤΑ ΔΙΑ ΤΗΝ 28ην ΟΚΤΩΒΡΙΟΥ bbox=[985, 954, 1173, 988]
divider bbox=[1001, 809, 1157, 810]
article-jordan-withdrawal bbox=[981, 704, 1177, 2274]
section-divider bbox=[644, 1618, 968, 1621]
article-subheading: ΕΙΣ ΒΕΛΙΓΡΑΔΙΟΝ bbox=[1330, 1868, 1442, 1882]
article-byline: Ο Γιουγκοσλάβος ὑπουργὸς ἀφίχθη χθές bbox=[1365, 794, 1574, 805]
article-body: Εἰς τὴν ἐκδοθεῖσαν ὑπὸ τῆς Ἐθνικῆς Στατιστικῆς Ὑπηρεσίας νέαν «Στατιστικὴν Ἐπετηρίδα» περιλαμβάνονται ἐνδιαφέροντα στοιχεῖα ἀναφερόμενα εἰς τὰς συνθήκας στεγάσεως τοῦ ἑλληνικοῦ πληθυσμοῦ. Κατὰ τὴν τελευταίαν ἀπογραφήν, ἐπὶ συνόλου 1.863.840 οἰκογενειῶν, ποσοστὸν 32,5% διαμένει εἰς ἓν μόνον δωμάτιον, 35,6% εἰς δύο δωμάτια, 19,3% εἰς τρία καὶ μόλις 12,6% εἰς τέσσαρα καὶ ἄνω. Εἰς τὰς ἀγροτικὰς περιοχὰς ἡ κατάστασις εἶναι δυσμενεστέρα. Εἰς τὴν περιφέρειαν τῆς Πρωτευούσης τὸ ποσοστὸν τῶν οἰκογενειῶν αἱ ὁποῖαι διαμένουν εἰς ἓν δωμάτιον ἀνέρχεται εἰς 28,7%. Αἱ ἐκθέσεις ὑπογραμμίζουν τὴν ἀνάγκην ἐντατικοποιήσεως τοῦ οἰκιστικοῦ προγράμματος. Ἐκ τῶν στοιχείων προκύπτει ἐπίσης ὅτι ὁ μέσος ὅρος κατοίκων ἀνὰ δωμάτιον εἶναι 2,2 διὰ τὸ σύνολον τῆς χώρας. bbox=[48, 907, 448, 1032]
article-headline: 32,5 % ΤΩΝ ΕΛΛΗΝΙΚΩΝ ΟΙΚΟΓΕΝΕΙΩΝ ΔΙΑΜΕΝΟΥΝ ΕΙΣ ΕΝ ΜΟΝΟΝ ΔΩΜΑΤΙΟΝ! bbox=[54, 809, 442, 881]
masthead bbox=[18, 10, 1582, 118]
article-subheading: Ο ΚΑΙΡΟΣ bbox=[519, 2102, 581, 2115]
article-headline: ΑΙ ΗΝΩΜ. ΠΟΛΙΤΕΙΑΙ ΘΑ ΑΝΤΙΜΕΤΩΠΙΣΟΥΝ ΕΠΑΝΑΛΗΨΙΝ ΤΩΝ ΠΥΡΗΝΙΚΩΝ ΔΟΚΙΜΩΝ ΕΑΝ ΤΑΣ ΣΥΝΕΧΙΣΗ Η ΣΟΒΙΕΤΙΚΗ ΡΩΣΙΑ bbox=[489, 108, 1155, 188]
article-byline: Β. ΜΑΘΙΟΠΟΥΛΟΣ bbox=[349, 597, 444, 607]
divider bbox=[1234, 1247, 1538, 1248]
column-divider bbox=[975, 704, 976, 2274]
article-subheading: ΜΕΓΙΣΤΑΙ ΑΙ ΔΥΣΚΟΛΙΑΙ bbox=[172, 458, 324, 471]
article-national-anniversary-abroad bbox=[1194, 1648, 1578, 1958]
masthead-date-line: ΤΕΤΑΡΤΗ, 29 ΟΚΤΩΒΡΙΟΥ ΣΕΛΙΣ 6 ΓΡΑΦΕΙΑ: ΕΛ. ΒΕΝΙΖΕΛΟΥ 16 bbox=[44, 74, 449, 87]
article-subheading: ΤΡΑΓΙΚΗ ΑΥΤΟΚΤΟΝΙΑ ΚΑΙ ΤΩΝ ΡΟΔΟΝ bbox=[987, 1506, 1171, 1529]
section-divider bbox=[468, 696, 1176, 699]
divider bbox=[498, 772, 938, 773]
article-body: Ὁ πρόεδρος τῆς κυβερνήσεως κ. Καραμανλῆς ἀπηύθυνε πρὸς τὸν ἑλληνικὸν λαὸν μήνυμα ἐπὶ τῇ ἐπετείῳ τῆς 28ης Ὀκτωβρίου, εἰς τὸ ὁποῖον ὑπογραμμίζει τὴν σημασίαν τῆς ἐθνικῆς ἑνότητος. bbox=[981, 991, 1177, 1060]
divider bbox=[1234, 557, 1538, 558]
divider bbox=[1234, 206, 1538, 207]
article-subheading: ΝΕΑ ΑΠΑΓΟΡΕΥΣΙΣ bbox=[490, 1514, 610, 1527]
article-body: Ἐπὶ τοῦ συνόλου τοῦ 1.863.840 κατοικιῶν μόνον τὸ 2,5% διαθέτει λουτρόν, ἐνῷ 72,0% δὲν διαθέτει ὕδρευσιν ἐντὸς τῆς κατοικίας. Ἠλεκτρικὸν ρεῦμα ἔχουν 53,8%. Εἰς τὰς πόλεις τὸ ποσοστὸν τῶν κατοικιῶν μὲ λουτρὸν ἀνέρχεται εἰς 10,7%, εἰς δὲ τὰ χωρία μόλις 0,3%. Τὸ ἓξ ὅλου ἐκ τοῦ συνόλου 1. bbox=[48, 1185, 448, 1242]
article-body: ΜΠΟΝ, 28. (Τοῦ ἀνταποκριτοῦ μας). — Συνεχίζονται αἱ διαπραγματεύσεις διὰ τὴν παροχὴν κρατικοῦ δανείου ἐκ μέρους τῆς Δυτ. Γερμανίας εἰς τὴν Ἑλλάδα. Ὁ Ἐπιτετραμμένος συνέρχεται συχνὰ μετὰ τῶν Γερμανῶν ὑπηρεσιακῶν παραγόντων. Αἱ συζητήσεις εὑρίσκονται εἰς προχωρημένον στάδιον, ἀλλὰ δὲν ἀπεκλείσθη ὅτι θὰ χρειασθοῦν καὶ νέαι ἐπαφαί. Αἱ ἀποφάσεις θὰ ληφθοῦν κατόπιν μελέτης τῶν σχετικῶν προτάσεων ὑπὸ τῶν ἁρμοδίων ὑπουργείων. Ὡς ὑπογράμμισεν ὁ ἐκπρόσωπος, τὰ ποσὰ τὰ ὁποῖα ζητοῦνται θὰ χρησιμοποιηθοῦν διὰ τὴν ἐκτέλεσιν ἔργων παραγωγικῶν. Πλείονα ἐπὶ τοῦ προκειμένου ἀναμένονται μετὰ τὰς ἐπαφὰς τοῦ Γερμανοῦ ὑπουργοῦ τῶν Οἰκονομικῶν. bbox=[48, 254, 448, 367]
section-divider bbox=[1194, 846, 1578, 849]
section-divider bbox=[468, 1262, 968, 1265]
article-headline: Η ΟΜΟΣΠΟΝΔΙΑ ΤΩΝ ΠΟΤΟΠΟΙΩΝ ΑΠΑΝΤΑ ΕΙΣ ΤΟΝ κ. ΡΟΔΟΠΟΥΛΟΝ bbox=[644, 1624, 968, 1658]
divider bbox=[508, 1093, 928, 1094]
article-headline: ΔΕΝ ΑΠΟΚΛΕΙΕΤΑΙ ΜΕΣΟΛΑΒΗΣΙΣ ΤΗΣ ΤΥΝΗΣΙΑΣ ΠΡΟΣ ΔΙΕΥΘΕΤΗΣΙΝ ΤΟΥ ΑΛΓΕΡΙΝΟΥ ΠΡΟΒΛΗΜΑΤΟΣ bbox=[1208, 852, 1564, 903]
article-subheading: ΟΙ ΤΟΥΡΚΟΙ... ΕΚΠΛΗΚΤΟΙ ! bbox=[717, 1514, 895, 1527]
section-divider bbox=[1194, 1448, 1578, 1451]
article-new-ban bbox=[468, 1510, 632, 2275]
article-distillers bbox=[644, 1624, 968, 1884]
article-subheading: ΕΛΠΙΔΕΣ ΔΙΑ ΣΥΜΦΩΝΙΑΝ ΕΙΣ ΤΗΝ ΓΕΝΕΥΗΝ bbox=[577, 188, 1067, 211]
divider bbox=[108, 884, 388, 885]
article-subheading: Η ΔΙΧΟΤΟΜΗΣΙΣ bbox=[196, 1647, 300, 1661]
article-body: Πληροφορούμεθα ὅτι ἀπὸ τῆς 1ης Νοεμβρίου θὰ ἀρχίσῃ ἡ ἐκτέλεσις τῶν ἔργων ὑδρεύσεως τῆς Πρωτευούσης ἀπὸ τὴν λίμνην Ὑλίκην. Τὰ ἔργα θὰ ἐκτελεσθοῦν ὑπὸ τῆς Ἑταιρείας Ὑδάτων καὶ ἀναμένεται ὅτι θὰ περατωθοῦν ἐντὸς ἑνὸς ἔτους. Ἡ ἐπάρκεια τοῦ ὕδατος θὰ ἐξασφαλισθῇ οὕτω διὰ τὰς προσεχεῖς δεκαετίας. bbox=[644, 1921, 968, 1990]
article-subheading: ΜΕ ΤΑ ΧΡΗΜΑΤΑ ΤΟΥ ΒΡΑΒΕΙΟΥ ΝΟΜΠΕΛ ΘΑ ΑΓΟΡΑΣΗ ΗΛΕΚΤΡΙΚΗΝ ΠΑΓΟΣΤΗΡΑΝ bbox=[1199, 2157, 1379, 2191]
article-headline: ΑΓΓΛΟΓΙΟΥΓΚΟΣΛΑΒΙΚΑΙ ΣΥΝΟΜΙΛΙΑΙ ΑΡΧΙΖΟΥΝ ΣΗΜΕΡΟΝ ΕΙΣ ΛΟΝΔΙΝΟΝ bbox=[1200, 516, 1572, 552]
article-body: ΟΥΑΣΙΓΚΤΩΝ, 28. (Γιουνάιτεντ Πρές). — Ἐπισήμως ἀνεκοινώθη σήμερον ὅτι αἱ Ἡνωμέναι Πολιτεῖαι ἐξετάζουν μετὰ προσοχῆς τὴν γαλλικὴν πρότασιν διὰ τὴν ἵδρυσιν τριμελοῦς διευθυντηρίου ἐντὸς τοῦ ΝΑΤΟ. Ὁ ἐκπρόσωπος τοῦ Στέιτ Ντηπάρτμεντ ἐδήλωσεν ὅτι ἡ ἀμερικανικὴ κυβέρνησις δὲν ἔχει εἰσέτι καταλήξει εἰς ἀπόφασιν. Εἰς τοὺς διπλωματικοὺς κύκλους ἐκφράζονται ἐπιφυλάξεις, διότι ἡ πρότασις θὰ προκαλέσῃ ἀντιδράσεις ἐκ μέρους τῶν μικροτέρων συμμάχων. bbox=[468, 1098, 968, 1167]
article-body: ΒΕΡΟΛΙΝΟΝ, 28. (Ἀθ. Πρ.). — Ἡ ἐκδοθεῖσα ἀπόφασις τῆς κεντρικῆς ἐπιτροπῆς τοῦ κομμουνιστικοῦ κόμματος τῆς Ἀνατολικῆς Γερμανίας προκαλεῖ ἀναστάτωσιν εἰς τὰ στελέχη τοῦ κόμματος. Ἐκφράζονται φόβοι διὰ ρῆξιν μεταξὺ τῆς ὁμάδος τοῦ κ. Οὐλμπριχτ καὶ τῶν ἀντιπάλων του. bbox=[1194, 1498, 1578, 1544]
newspaper-title: ΕΛΕΥΘΕΡΙΑ bbox=[655, 62, 945, 107]
article-dulles-china bbox=[48, 1262, 448, 1484]
article-nato-directorate bbox=[468, 1048, 968, 1258]
article-body: ΛΟΝΔΙΝΟΝ, 28. (Ρώυτερ). — Ἡ ἀστυνομία ἀνέκρινε σήμερον ὁμάδα νεαρῶν, οἱ ὁποῖοι προέβησαν εἰς βανδαλισμοὺς κατὰ γραφείων κυπριακῶν ὀργανώσεων. bbox=[468, 1958, 632, 2026]
article-headline: ΑΠΕΙΛΕΙΤΑΙ ΡΗΞΙΣ ΣΤΕΛΕΧΩΝ ΤΟΥ Κ.Κ. ΤΗΣ ΑΝΑΤ. ΓΕΡΜΑΝΙΑΣ bbox=[1205, 1454, 1567, 1488]
divider bbox=[88, 219, 408, 220]
article-headline: Η ΠΡΟΤΑΣΙΣ ΔΙΑ ΤΗΝ ΙΔΡΥΣΙΝ ΔΙΕΥΘΥΝΤΗΡΙΟΥ ΕΙΣ ΤΟ ΝΑΤΟ bbox=[553, 1048, 883, 1088]
article-subheading: ΕΚΚΡΕΜΕΙ Η ΕΓΚΡΙΣΙΣ ΚΑΤΑΣΚΕΥΗΣ ΤΟΥ ΣΙΔΗΡΟΔΡΟΜΟΥ ΕΙΣ ΤΗΝ ΚΑΤΩ ΙΤΑΛΙΑΝ bbox=[1399, 2109, 1573, 2154]
article-headline: Η κυβέρνησις τοῦ Πακιστὰν περιῆλθεν ἤδη ἐξ ὁλοκλήρου εἰς χεῖρας τῶν στρατιωτικῶν bbox=[1203, 108, 1569, 201]
